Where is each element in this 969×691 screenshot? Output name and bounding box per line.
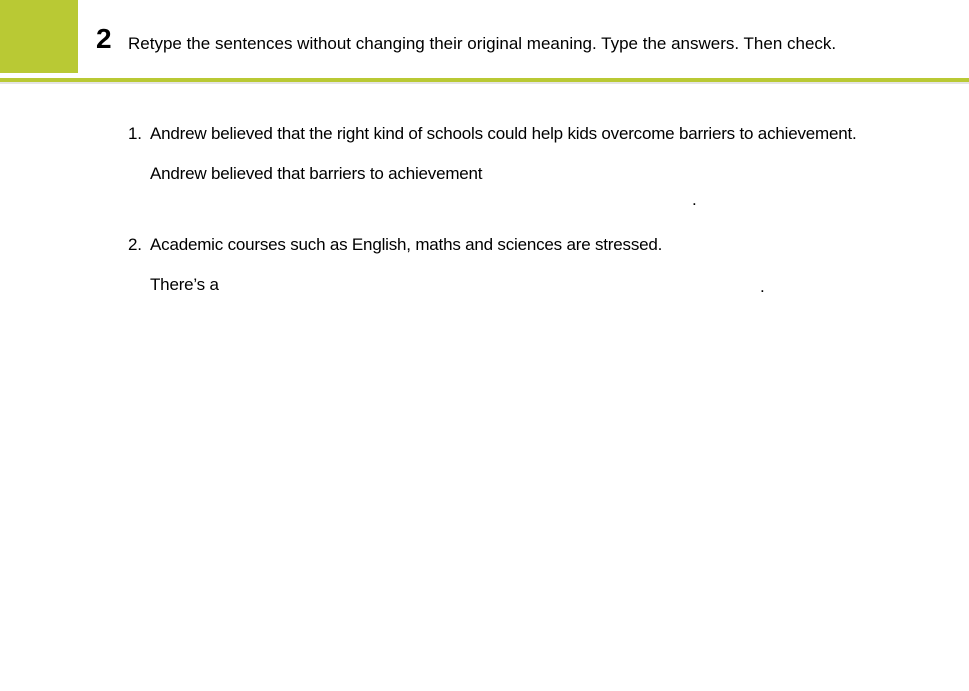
item-number: 2. [128, 235, 142, 254]
header-shadow [0, 82, 969, 84]
item-prompt: There’s a [150, 275, 219, 294]
item-sentence: Andrew believed that the right kind of schools could help kids overcome barriers to achievement. [150, 124, 857, 143]
item-prompt: Andrew believed that barriers to achievement [150, 164, 483, 183]
accent-block [0, 0, 78, 73]
end-period: . [692, 190, 697, 209]
answer-input-1[interactable] [495, 162, 879, 184]
answer-input-2[interactable] [222, 273, 761, 295]
exercise-instruction: Retype the sentences without changing their original meaning. Type the answers. Then check. [128, 34, 837, 53]
exercise-header [0, 0, 969, 84]
exercise-number: 2 [96, 23, 112, 54]
answer-input-1-line-2[interactable] [150, 186, 694, 208]
item-sentence: Academic courses such as English, maths and sciences are stressed. [150, 235, 663, 254]
item-number: 1. [128, 124, 142, 143]
end-period: . [760, 277, 765, 296]
